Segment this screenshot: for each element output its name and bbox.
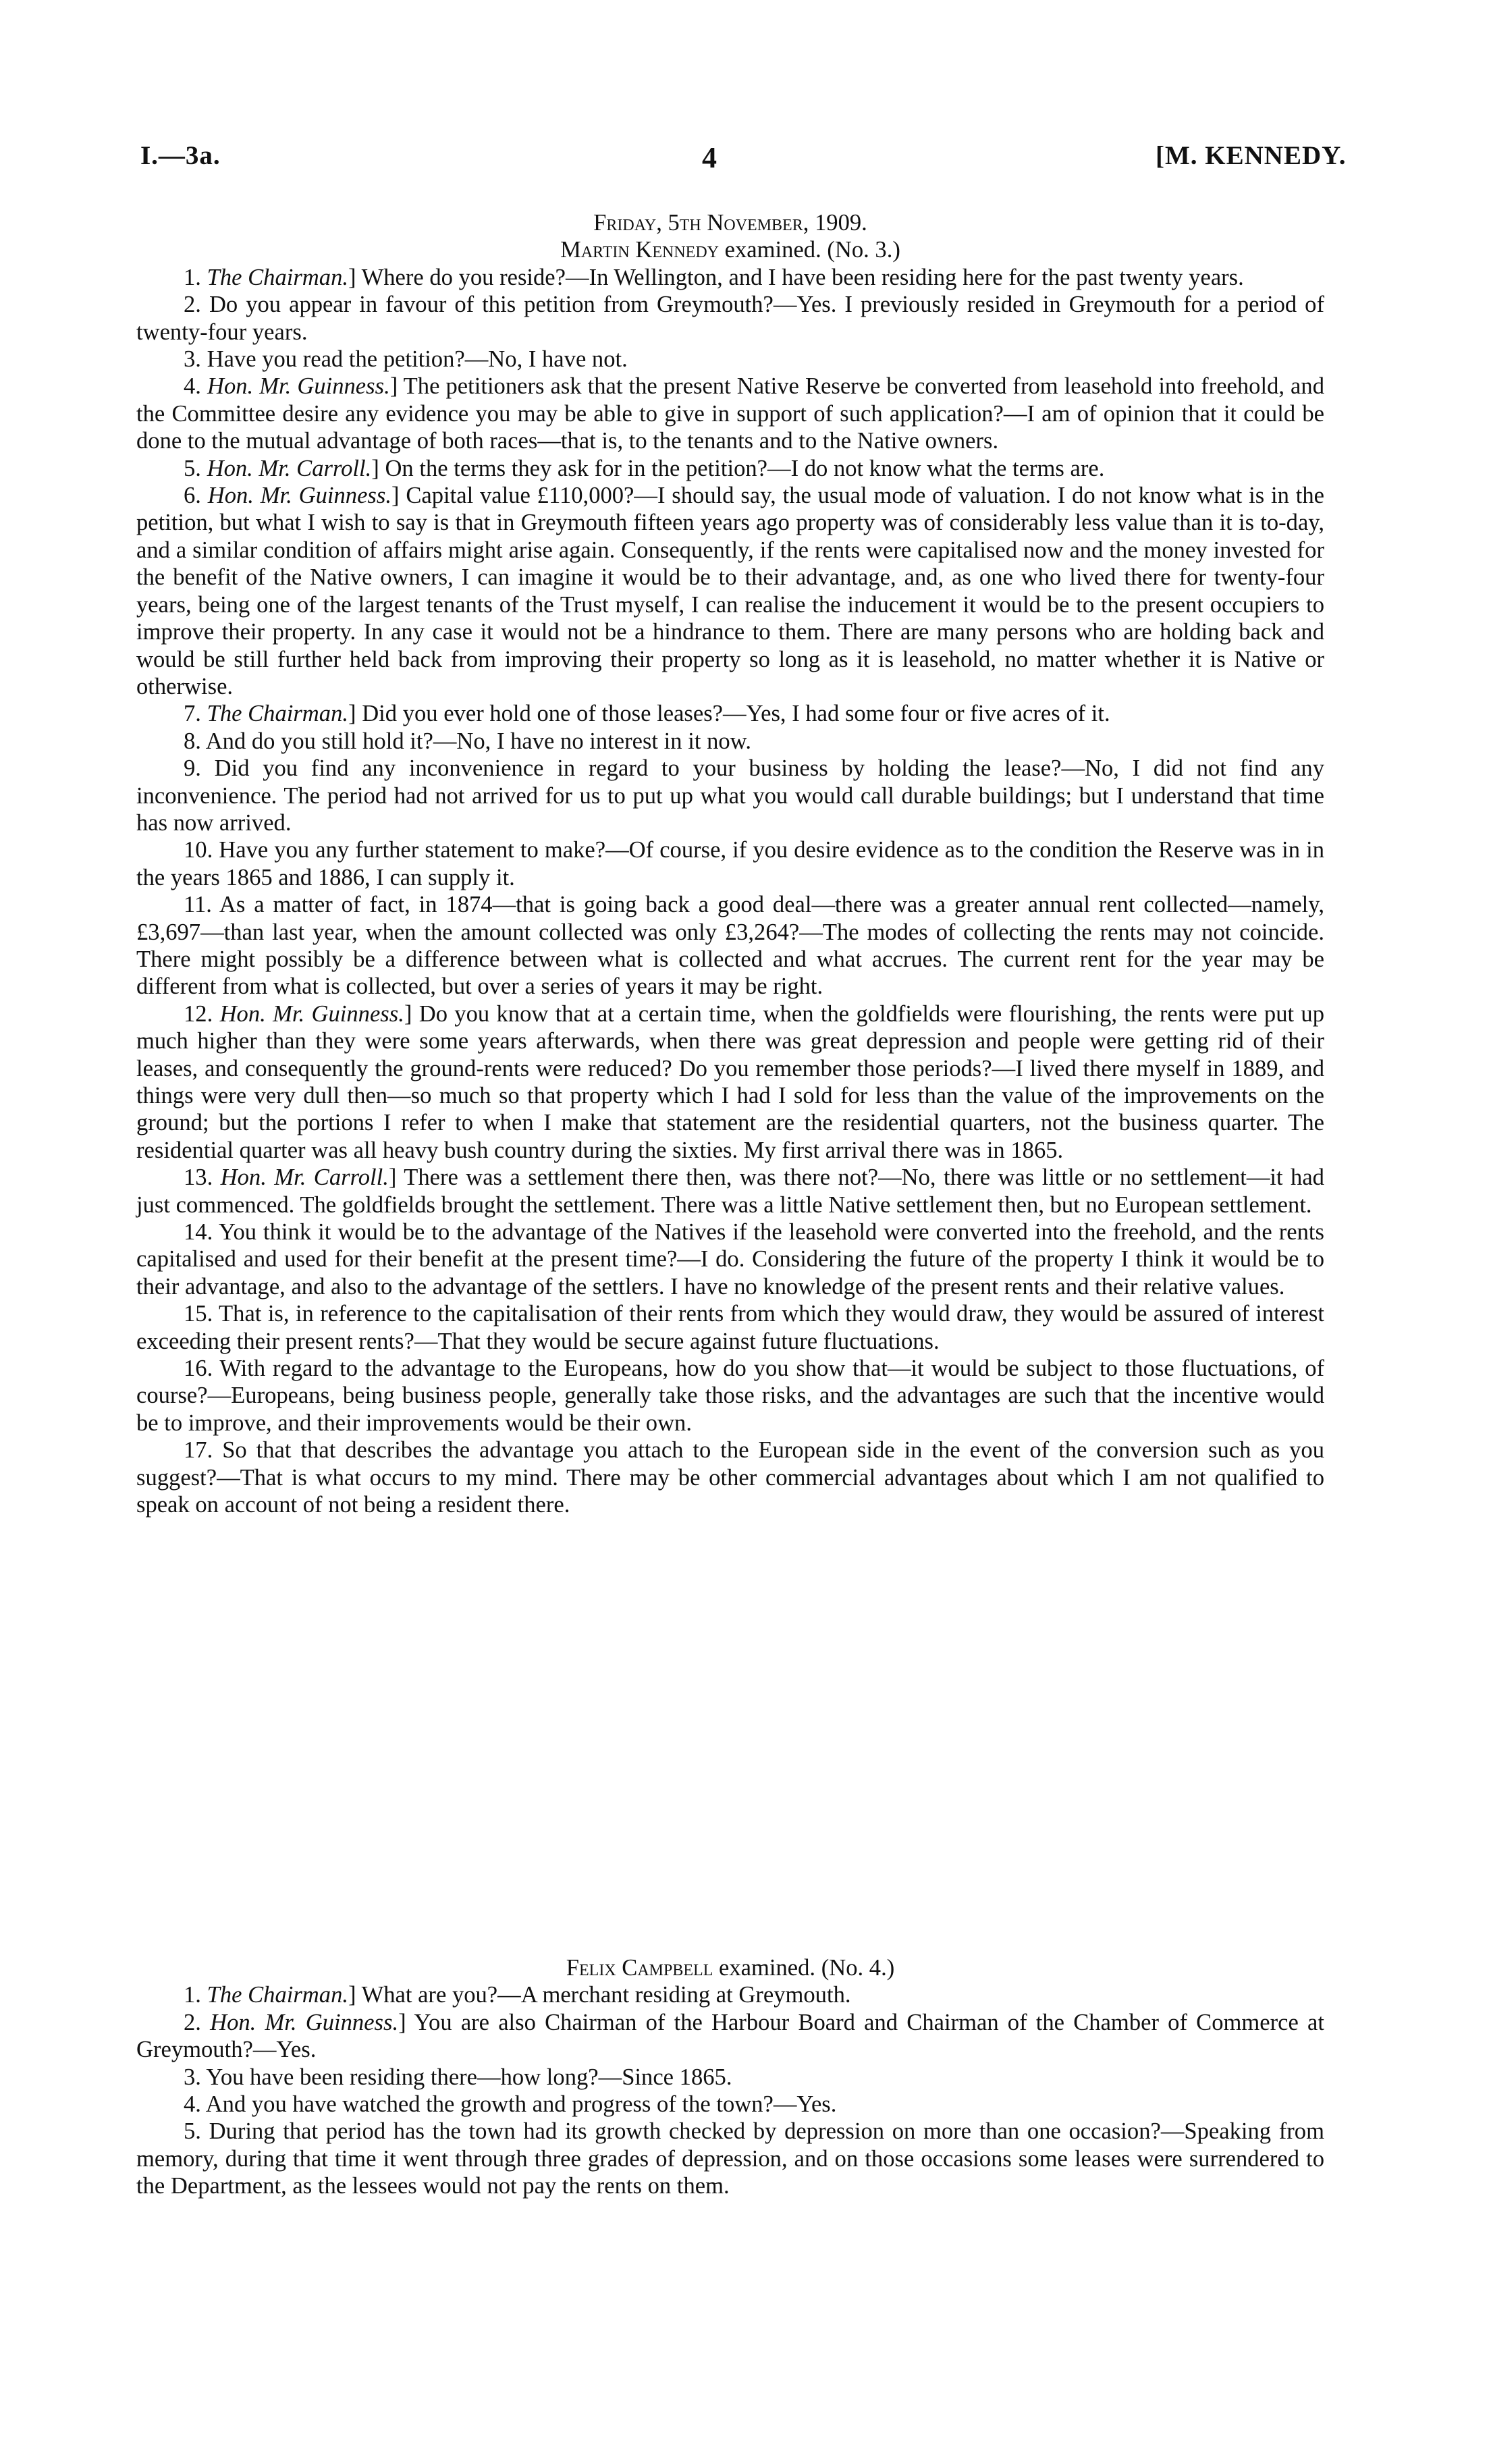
kennedy-evidence-section [136, 209, 1324, 1519]
question-paragraph: 4. Hon. Mr. Guinness.] The petitioners ask that the present Native Reserve be converted from leasehold into freehold, and the Committee desire any evidence you may be able to give in support of such application?—I am of opinion that it could be done to the mutual advantage of both races—that is, to the tenants and to the Native owners. [136, 373, 1324, 454]
question-answer-text: Do you know that at a certain time, when the goldfields were flourishing, the rents were put up much higher than they were some years afterwards, when there was great depression and people were getting rid of their leases, and consequently the ground-rents were reduced? Do you remember those periods?—I lived there myself in 1889, and things were very dull then—so much so that property which I had I sold for less than the value of the improvements on the ground; but the portions I refer to when I make that statement are the residential quarters, not the business quarter. The residential quarter was all heavy bush country during the sixties. My first arrival there was in 1865. [136, 1000, 1325, 1163]
question-paragraph: 6. Hon. Mr. Guinness.] Capital value £110,000?—I should say, the usual mode of valuation. I do not know what is in the petition, but what I wish to say is that in Greymouth fifteen years ago property was of considerably less value than it is to-day, and a similar condition of affairs might arise again. Consequently, if the rents were capitalised now and the money invested for the benefit of the Native owners, I can imagine it would be to their advantage, and, as one who lived there for twenty-four years, being one of the largest tenants of the Trust myself, I can realise the inducement it would be to the present occupiers to improve their property. In any case it would not be a hindrance to them. There are many persons who are holding back and would be still further held back from improving their property so long as it is leasehold, no matter whether it is Native or otherwise. [136, 483, 1324, 699]
question-paragraph [136, 2064, 1324, 2091]
question-number: 11. [184, 892, 212, 918]
witness-examined-label: examined. (No. 3.) [724, 237, 900, 263]
question-answer-text: Did you find any inconvenience in regard to your business by holding the lease?—No, I did not find any inconvenience. The period had not arrived for us to put up what you would call durable buildings; but I understand that time has now arrived. [136, 755, 1324, 836]
witness-heading [136, 236, 1324, 263]
speaker-name: Hon. Mr. Carroll. [207, 455, 372, 481]
question-answer-text: That is, in reference to the capitalisation of their rents from which they would draw, they would be assured of interest exceeding their present rents?—That they would be secure against future fluctuations. [136, 1301, 1324, 1354]
question-number: 3. [184, 2064, 201, 2090]
question-answer-text: Where do you reside?—In Wellington, and I have been residing here for the past twenty years. [361, 264, 1244, 290]
question-paragraph: 1. The Chairman.] Where do you reside?—In Wellington, and I have been residing here for the past twenty years. [184, 264, 1244, 290]
question-answer-text: Have you any further statement to make?—Of course, if you desire evidence as to the condition the Reserve was in in the years 1865 and 1886, I can supply it. [136, 837, 1324, 890]
campbell-evidence-section [136, 1954, 1324, 2200]
running-head-witness: [M. KENNEDY. [1156, 141, 1347, 170]
question-answer-text: You have been residing there—how long?—Since 1865. [206, 2064, 732, 2090]
question-paragraph [136, 755, 1324, 836]
witness-examined-label: examined. (No. 4.) [719, 1955, 895, 1981]
question-number: 13. [184, 1164, 213, 1191]
question-answer-text: There was a settlement there then, was there not?—No, there was little or no settlement—it had just commenced. The goldfields brought the settlement. There was a little Native settlement then, but no European settlement. [136, 1164, 1324, 1218]
question-answer-text: So that that describes the advantage you attach to the European side in the event of the conversion such as you suggest?—That is what occurs to my mind. There may be other commercial advantages about which I am not qualified to speak on account of not being a resident there. [136, 1437, 1324, 1518]
question-paragraph [136, 1437, 1324, 1518]
question-paragraph [136, 1218, 1324, 1300]
session-date: Friday, 5th November, 1909. [593, 210, 867, 236]
question-paragraph: 7. The Chairman.] Did you ever hold one of those leases?—Yes, I had some four or five acres of it. [184, 701, 1110, 727]
question-number: 2. [184, 2009, 201, 2035]
question-answer-text: You are also Chairman of the Harbour Board and Chairman of the Chamber of Commerce at Greymouth?—Yes. [136, 2009, 1324, 2063]
question-paragraph: 5. Hon. Mr. Carroll.] On the terms they ask for in the petition?—I do not know what the terms are. [184, 455, 1105, 481]
question-answer-text: During that period has the town had its growth checked by depression on more than one occasion?—Speaking from memory, during that time it went through three grades of depression, and on those occasions some leases were surrendered to the Department, as the lessees would not pay the rents on them. [136, 2118, 1324, 2199]
speaker-name: Hon. Mr. Guinness. [207, 483, 391, 509]
witness-name: Felix Campbell [566, 1955, 713, 1981]
question-number: 6. [184, 483, 201, 509]
question-number: 17. [184, 1437, 213, 1464]
question-number: 8. [184, 728, 201, 754]
question-answer-text: Capital value £110,000?—I should say, the usual mode of valuation. I do not know what is in the petition, but what I wish to say is that in Greymouth fifteen years ago property was of considerably less value than it is to-day, and a similar condition of affairs might arise again. Consequently, if the rents were capitalised now and the money invested for the benefit of the Native owners, I can imagine it would be to their advantage, and, as one who lived there for twenty-four years, being one of the largest tenants of the Trust myself, I can realise the inducement it would be to the present occupiers to improve their property. In any case it would not be a hindrance to them. There are many persons who are holding back and would be still further held back from improving their property so long as it is leasehold, no matter whether it is Native or otherwise. [136, 483, 1324, 699]
question-paragraph: 1. The Chairman.] What are you?—A merchant residing at Greymouth. [184, 1982, 851, 2008]
question-paragraph [136, 836, 1324, 891]
question-paragraph [136, 2118, 1324, 2199]
question-list [136, 1981, 1324, 2199]
speaker-name: Hon. Mr. Guinness. [207, 373, 390, 400]
question-paragraph [136, 346, 1324, 373]
speaker-name: The Chairman. [207, 1982, 349, 2008]
question-number: 15. [184, 1301, 213, 1327]
question-number: 2. [184, 292, 201, 318]
question-paragraph [136, 728, 1324, 755]
speaker-name: Hon. Mr. Carroll. [220, 1164, 389, 1191]
question-answer-text: Do you appear in favour of this petition from Greymouth?—Yes. I previously resided in Greymouth for a period of twenty-four years. [136, 292, 1324, 345]
question-number: 7. [184, 701, 201, 727]
question-answer-text: The petitioners ask that the present Native Reserve be converted from leasehold into freehold, and the Committee desire any evidence you may be able to give in support of such application?—I am of opinion that it could be done to the mutual advantage of both races—that is, to the tenants and to the Native owners. [136, 373, 1324, 454]
question-answer-text: Did you ever hold one of those leases?—Yes, I had some four or five acres of it. [362, 701, 1110, 727]
question-paragraph: 2. Hon. Mr. Guinness.] You are also Chairman of the Harbour Board and Chairman of the Chamber of Commerce at Greymouth?—Yes. [136, 2009, 1324, 2063]
question-paragraph: 13. Hon. Mr. Carroll.] There was a settlement there then, was there not?—No, there was little or no settlement—it had just commenced. The goldfields brought the settlement. There was a little Native settlement then, but no European settlement. [136, 1164, 1324, 1218]
speaker-name: The Chairman. [207, 701, 349, 727]
speaker-name: The Chairman. [207, 264, 349, 290]
witness-name: Martin Kennedy [560, 237, 720, 263]
question-answer-text: As a matter of fact, in 1874—that is going back a good deal—there was a greater annual rent collected—namely, £3,697—than last year, when the amount collected was only £3,264?—The modes of collecting the rents may not coincide. There might possibly be a difference between what is collected and what accrues. The current rent for the year may be different from what is collected, but over a series of years it may be right. [136, 892, 1324, 1000]
question-paragraph [136, 2091, 1324, 2118]
question-answer-text: On the terms they ask for in the petition?—I do not know what the terms are. [385, 455, 1105, 481]
question-list [136, 264, 1324, 1519]
speaker-name: Hon. Mr. Guinness. [210, 2009, 399, 2035]
question-number: 4. [184, 373, 201, 400]
question-number: 3. [184, 346, 201, 373]
question-paragraph [136, 1355, 1324, 1437]
question-paragraph: 12. Hon. Mr. Guinness.] Do you know that at a certain time, when the goldfields were flourishing, the rents were put up much higher than they were some years afterwards, when there was great depression and people were getting rid of their leases, and consequently the ground-rents were reduced? Do you remember those periods?—I lived there myself in 1889, and things were very dull then—so much so that property which I had I sold for less than the value of the improvements on the ground; but the portions I refer to when I make that statement are the residential quarters, not the business quarter. The residential quarter was all heavy bush country during the sixties. My first arrival there was in 1865. [136, 1000, 1325, 1163]
question-answer-text: And you have watched the growth and progress of the town?—Yes. [205, 2091, 837, 2118]
question-paragraph [136, 1300, 1324, 1355]
question-number: 14. [184, 1219, 213, 1246]
question-answer-text: With regard to the advantage to the Europeans, how do you show that—it would be subject to those fluctuations, of course?—Europeans, being business people, generally take those risks, and the advantages are such that the incentive would be to improve, and their improvements would be their own. [136, 1356, 1324, 1436]
question-paragraph [136, 291, 1324, 346]
question-answer-text: And do you still hold it?—No, I have no interest in it now. [205, 728, 752, 754]
question-number: 1. [184, 1982, 201, 2008]
question-paragraph [136, 891, 1324, 1000]
question-answer-text: What are you?—A merchant residing at Greymouth. [361, 1982, 851, 2008]
question-number: 4. [184, 2091, 201, 2118]
question-answer-text: You think it would be to the advantage of the Natives if the leasehold were converted into the freehold, and the rents capitalised and used for their benefit at the present time?—I do. Considering the future of the property I think it would be to their advantage, and also to the advantage of the settlers. I have no knowledge of the present rents and their relative values. [136, 1219, 1324, 1300]
question-number: 5. [184, 2118, 201, 2145]
question-number: 16. [184, 1356, 213, 1382]
speaker-name: Hon. Mr. Guinness. [219, 1000, 404, 1027]
page-number: 4 [702, 141, 717, 174]
witness-heading [136, 1954, 1324, 1981]
question-number: 1. [184, 264, 201, 290]
question-number: 9. [184, 755, 201, 782]
question-number: 12. [184, 1000, 213, 1027]
question-number: 5. [184, 455, 201, 481]
document-reference: I.—3a. [140, 141, 221, 170]
question-number: 10. [184, 837, 213, 863]
question-answer-text: Have you read the petition?—No, I have not. [207, 346, 628, 373]
